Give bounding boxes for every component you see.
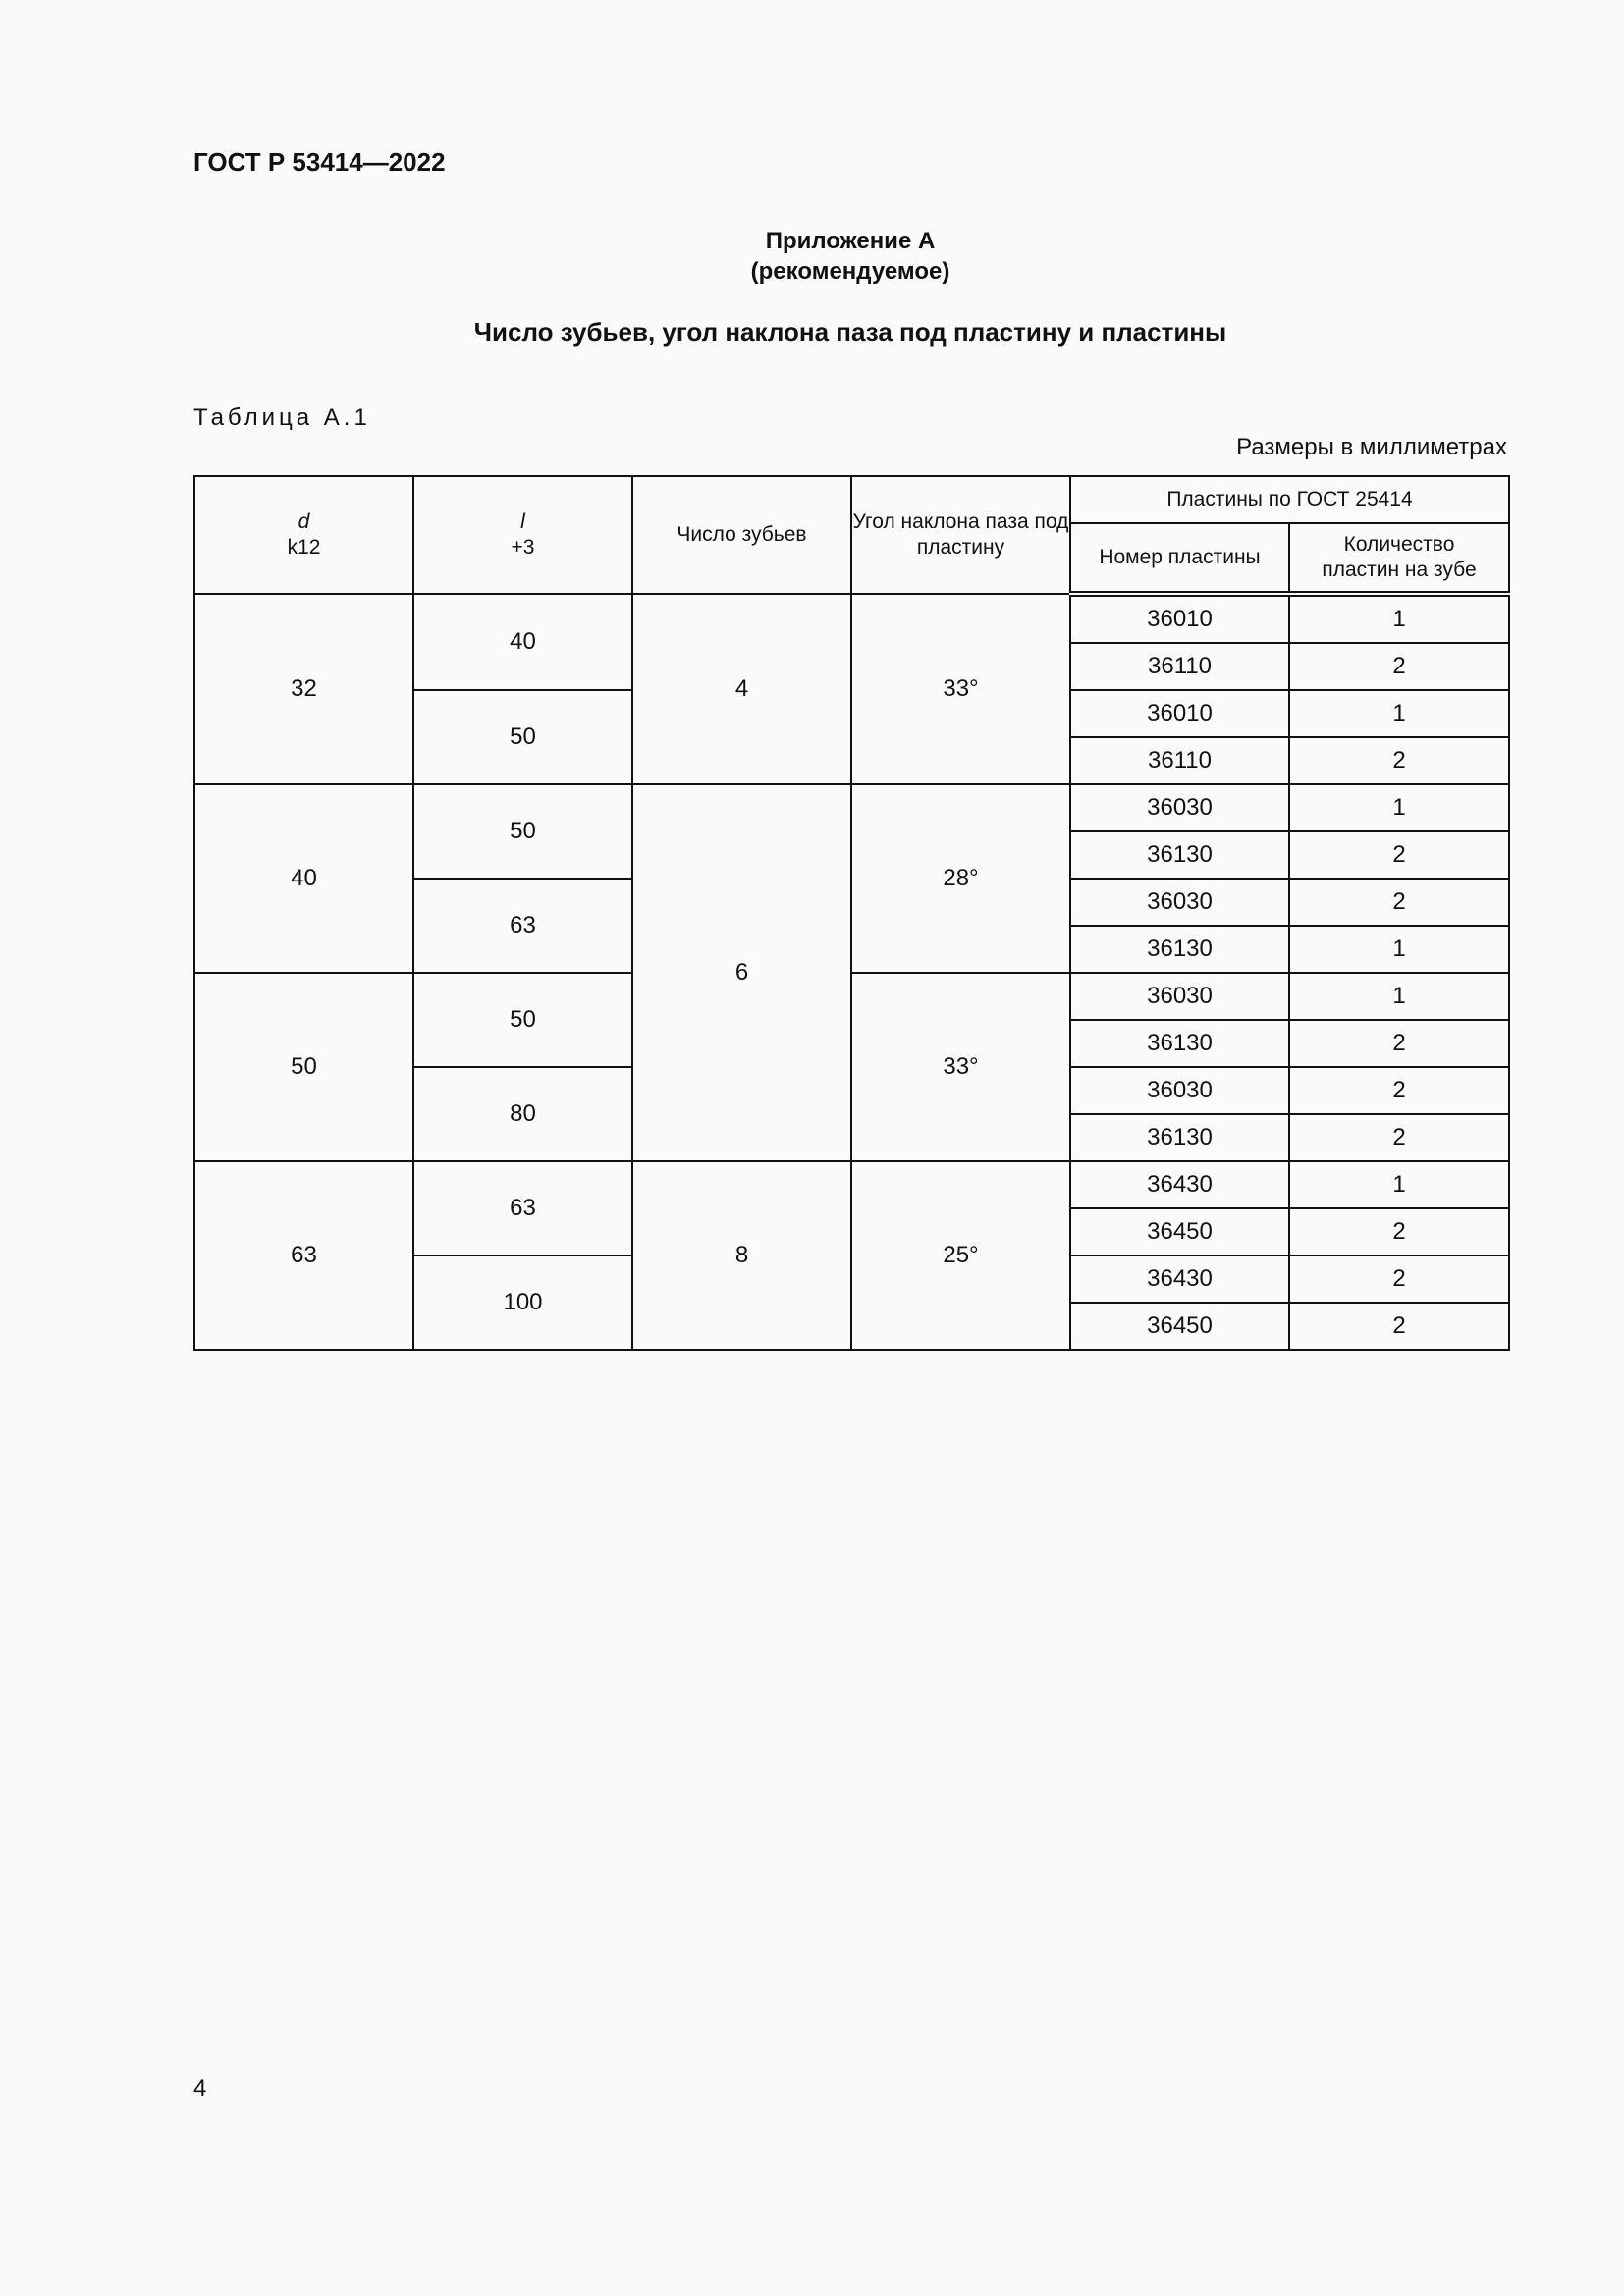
cell-plate-number: 36110: [1070, 643, 1289, 690]
cell-d: 50: [194, 973, 413, 1161]
cell-angle: 25°: [851, 1161, 1070, 1350]
header-plates-group: Пластины по ГОСТ 25414: [1070, 476, 1509, 523]
cell-plate-count: 1: [1289, 690, 1509, 737]
header-plate-count: Количество пластин на зубе: [1289, 523, 1509, 594]
cell-plate-number: 36450: [1070, 1208, 1289, 1255]
cell-plate-number: 36430: [1070, 1255, 1289, 1303]
table-row: [194, 784, 1509, 831]
cell-plate-number: 36450: [1070, 1303, 1289, 1350]
cell-plate-count: 1: [1289, 594, 1509, 643]
cell-plate-number: 36030: [1070, 973, 1289, 1020]
table-units: Размеры в миллиметрах: [1236, 434, 1507, 460]
header-l: [413, 476, 632, 594]
cell-plate-count: 2: [1289, 1020, 1509, 1067]
cell-plate-number: 36430: [1070, 1161, 1289, 1208]
cell-plate-number: 36030: [1070, 1067, 1289, 1114]
cell-plate-number: 36030: [1070, 879, 1289, 926]
document-code: ГОСТ Р 53414—2022: [193, 147, 446, 177]
cell-plate-count: 2: [1289, 1114, 1509, 1161]
cell-plate-count: 2: [1289, 1067, 1509, 1114]
header-teeth: Число зубьев: [632, 476, 851, 594]
cell-teeth: 8: [632, 1161, 851, 1350]
data-table: [193, 475, 1510, 1351]
header-d: [194, 476, 413, 594]
cell-l: 50: [413, 690, 632, 784]
table-row: [194, 973, 1509, 1020]
cell-plate-number: 36030: [1070, 784, 1289, 831]
header-plate-number: Номер пластины: [1070, 523, 1289, 594]
cell-angle: 28°: [851, 784, 1070, 973]
cell-l: 63: [413, 1161, 632, 1255]
cell-plate-count: 2: [1289, 643, 1509, 690]
cell-d: 40: [194, 784, 413, 973]
cell-l: 50: [413, 973, 632, 1067]
cell-plate-count: 2: [1289, 879, 1509, 926]
header-d-tolerance: k12: [287, 536, 321, 559]
header-l-symbol: l: [520, 510, 525, 533]
page-number: 4: [193, 2075, 207, 2102]
cell-l: 100: [413, 1255, 632, 1350]
cell-plate-count: 2: [1289, 1303, 1509, 1350]
appendix-heading: [0, 226, 1624, 287]
appendix-name: Приложение А: [765, 228, 936, 254]
cell-plate-number: 36130: [1070, 1020, 1289, 1067]
cell-plate-count: 2: [1289, 831, 1509, 879]
cell-plate-number: 36130: [1070, 1114, 1289, 1161]
cell-plate-number: 36010: [1070, 690, 1289, 737]
table-row: [194, 594, 1509, 643]
cell-l: 40: [413, 594, 632, 690]
cell-teeth: 4: [632, 594, 851, 784]
cell-plate-count: 2: [1289, 1255, 1509, 1303]
cell-d: 63: [194, 1161, 413, 1350]
cell-angle: 33°: [851, 594, 1070, 784]
cell-plate-count: 2: [1289, 737, 1509, 784]
header-d-symbol: d: [298, 510, 310, 533]
cell-l: 80: [413, 1067, 632, 1161]
table-label: Таблица А.1: [193, 404, 371, 431]
cell-plate-count: 1: [1289, 1161, 1509, 1208]
cell-angle: 33°: [851, 973, 1070, 1161]
cell-plate-number: 36130: [1070, 831, 1289, 879]
cell-d: 32: [194, 594, 413, 784]
cell-plate-number: 36130: [1070, 926, 1289, 973]
cell-plate-count: 2: [1289, 1208, 1509, 1255]
cell-plate-count: 1: [1289, 784, 1509, 831]
header-angle: Угол наклона паза под пластину: [851, 476, 1070, 594]
header-l-tolerance: +3: [511, 536, 535, 559]
section-title: Число зубьев, угол наклона паза под пластину и пластины: [473, 317, 1227, 347]
cell-teeth: 6: [632, 784, 851, 1161]
cell-l: 63: [413, 879, 632, 973]
cell-plate-number: 36010: [1070, 594, 1289, 643]
appendix-status: (рекомендуемое): [750, 258, 950, 285]
cell-plate-count: 1: [1289, 926, 1509, 973]
table-row: [194, 1161, 1509, 1208]
cell-plate-number: 36110: [1070, 737, 1289, 784]
cell-l: 50: [413, 784, 632, 879]
cell-plate-count: 1: [1289, 973, 1509, 1020]
